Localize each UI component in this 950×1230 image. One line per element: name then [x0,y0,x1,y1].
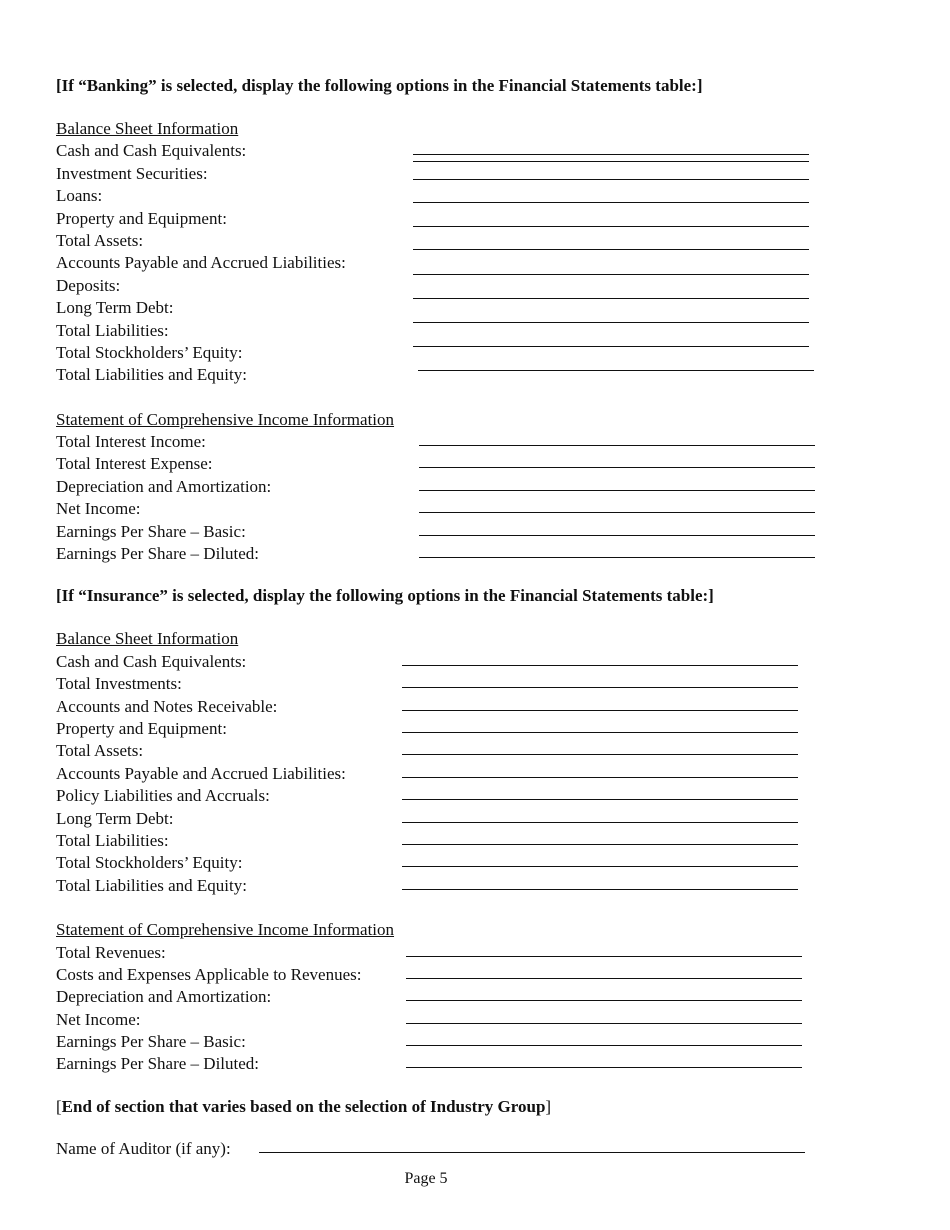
field-label: Investment Securities: [56,163,208,183]
field-label: Earnings Per Share – Diluted: [56,544,260,564]
form-row [56,718,826,740]
blank-line[interactable] [419,445,815,446]
form-row [56,320,826,342]
form-row [56,964,826,986]
banking-income [56,431,826,565]
auditor-row [56,1136,826,1162]
form-row [56,252,826,274]
blank-line[interactable] [413,154,809,155]
blank-line[interactable] [402,822,798,823]
form-row [56,651,826,673]
form-row [56,297,826,319]
auditor-blank-line[interactable] [259,1152,805,1153]
blank-line[interactable] [418,370,814,371]
blank-line[interactable] [406,1067,802,1068]
field-label: Earnings Per Share – Basic: [56,1032,246,1052]
form-row [56,696,826,718]
field-label: Cash and Cash Equivalents: [56,651,247,671]
field-label: Total Liabilities and Equity: [56,875,247,895]
bracket-close: ] [545,1096,552,1116]
blank-line[interactable] [413,322,809,323]
blank-line[interactable] [406,1000,802,1001]
form-row [56,875,826,897]
blank-line[interactable] [413,202,809,203]
form-row [56,476,826,498]
end-note-text: End of section that varies based on the selection of Industry Group [61,1096,546,1116]
form-row [56,986,826,1008]
form-row [56,431,826,453]
insurance-income [56,942,826,1076]
blank-line[interactable] [406,1023,802,1024]
blank-line[interactable] [419,535,815,536]
form-row [56,163,826,185]
blank-line[interactable] [402,665,798,666]
end-section-note [56,1094,826,1120]
banking-balance-sheet-title: Balance Sheet Information [56,119,239,138]
form-row [56,498,826,520]
field-label: Earnings Per Share – Basic: [56,521,246,541]
form-row [56,763,826,785]
blank-line[interactable] [402,799,798,800]
field-label: Total Interest Expense: [56,454,213,474]
blank-line[interactable] [406,978,802,979]
bracket-open: [ [56,1096,62,1116]
blank-line[interactable] [402,866,798,867]
form-row [56,140,826,162]
field-label: Cash and Cash Equivalents: [56,141,247,161]
banking-income-title: Statement of Comprehensive Income Information [56,409,395,429]
field-label: Depreciation and Amortization: [56,987,272,1007]
blank-line[interactable] [419,512,815,513]
field-label: Total Liabilities and Equity: [56,365,247,385]
banking-heading: [If “Banking” is selected, display the following options in the Financial Statements table:] [56,76,703,95]
field-label: Long Term Debt: [56,808,174,828]
field-label: Total Revenues: [56,942,166,962]
field-label: Net Income: [56,499,141,519]
blank-line[interactable] [406,1045,802,1046]
form-row [56,185,826,207]
form-row [56,453,826,475]
field-label: Accounts Payable and Accrued Liabilities: [56,763,346,783]
field-label: Accounts and Notes Receivable: [56,696,278,716]
insurance-heading: [If “Insurance” is selected, display the following options in the Financial Statements table:] [56,586,714,606]
blank-line[interactable] [402,777,798,778]
field-label: Total Stockholders’ Equity: [56,342,243,362]
insurance-balance-sheet [56,651,826,897]
form-row [56,521,826,543]
form-row [56,1009,826,1031]
form-row [56,342,826,364]
page-number: Page 5 [404,1170,448,1187]
field-label: Total Assets: [56,230,144,250]
blank-line[interactable] [419,557,815,558]
banking-balance-sheet [56,140,826,386]
blank-line[interactable] [419,490,815,491]
blank-line[interactable] [402,687,798,688]
field-label: Earnings Per Share – Diluted: [56,1054,260,1074]
field-label: Costs and Expenses Applicable to Revenues: [56,964,362,984]
field-label: Total Liabilities: [56,320,169,340]
insurance-income-title: Statement of Comprehensive Income Information [56,920,395,940]
form-row [56,852,826,874]
field-label: Deposits: [56,275,121,295]
field-label: Total Assets: [56,741,144,761]
insurance-balance-sheet-title: Balance Sheet Information [56,629,239,649]
blank-line[interactable] [413,298,809,299]
form-row [56,740,826,762]
form-row [56,942,826,964]
field-label: Long Term Debt: [56,298,174,318]
form-row [56,808,826,830]
field-label: Accounts Payable and Accrued Liabilities: [56,253,346,273]
form-row [56,785,826,807]
auditor-label: Name of Auditor (if any): [56,1138,231,1158]
field-label: Total Interest Income: [56,432,206,452]
blank-line[interactable] [413,161,809,162]
blank-line[interactable] [419,467,815,468]
field-label: Depreciation and Amortization: [56,476,272,496]
form-row [56,830,826,852]
field-label: Policy Liabilities and Accruals: [56,786,270,806]
blank-line[interactable] [402,754,798,755]
blank-line[interactable] [402,844,798,845]
blank-line[interactable] [413,249,809,250]
blank-line[interactable] [402,710,798,711]
form-row [56,673,826,695]
field-label: Net Income: [56,1009,141,1029]
form-row [56,543,826,565]
field-label: Property and Equipment: [56,718,227,738]
form-row [56,364,826,386]
blank-line[interactable] [413,346,809,347]
field-label: Property and Equipment: [56,208,227,228]
form-row [56,1053,826,1075]
form-row [56,275,826,297]
field-label: Total Stockholders’ Equity: [56,853,243,873]
form-row [56,1031,826,1053]
blank-line[interactable] [406,956,802,957]
field-label: Total Investments: [56,674,182,694]
blank-line[interactable] [413,179,809,180]
field-label: Total Liabilities: [56,830,169,850]
document-page [56,70,826,1162]
blank-line[interactable] [413,226,809,227]
blank-line[interactable] [402,732,798,733]
blank-line[interactable] [413,274,809,275]
blank-line[interactable] [402,889,798,890]
field-label: Loans: [56,186,103,206]
